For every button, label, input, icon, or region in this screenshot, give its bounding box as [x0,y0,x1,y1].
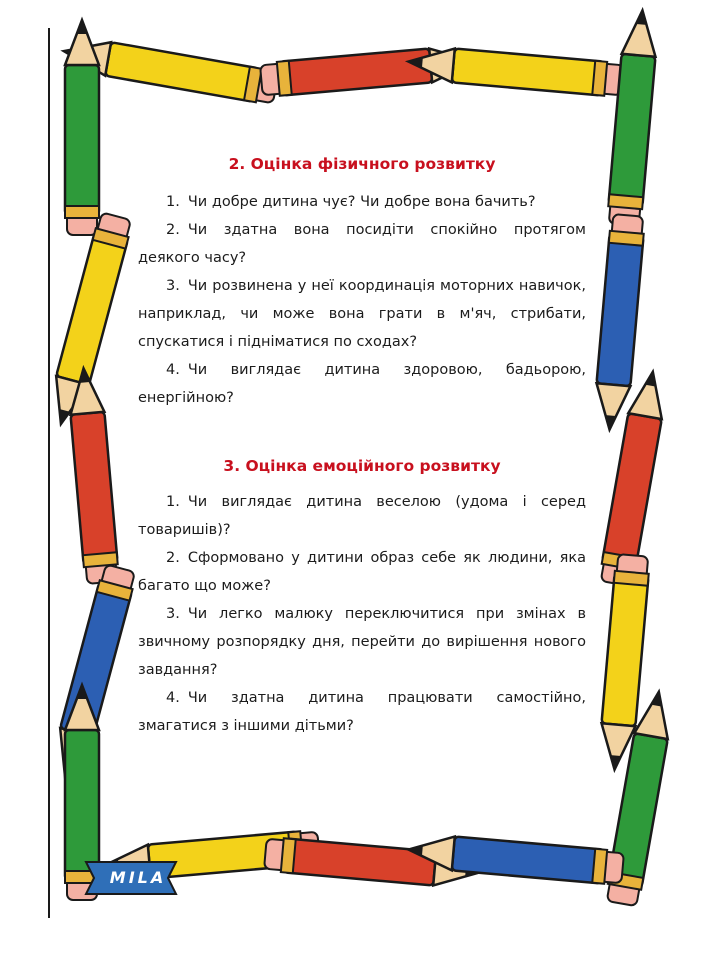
section-title: 3. Оцінка емоційного розвитку [223,457,501,475]
question: 2. Сформовано у дитини образ себе як людини, яка багато що може? [138,550,586,594]
question: 3. Чи розвинена у неї координація моторних навичок, наприклад, чи може вона грати в м'яч, стрибати, спускатися і підніматися по сходах? [138,278,586,350]
section-emotional [138,452,586,740]
pencil-right-green [607,9,660,226]
question: 1. Чи добре дитина чує? Чи добре вона бачить? [166,194,536,210]
question: 2. Чи здатна вона посидіти спокійно протягом деякого часу? [138,222,586,266]
section-physical [138,150,586,412]
pencil-left-red [67,367,120,584]
question: 4. Чи виглядає дитина здоровою, бадьорою, енергійною? [138,362,586,406]
question: 3. Чи легко малюку переключитися при змінах в звичному розпорядку дня, перейти до вирішення нового завдання? [138,606,586,678]
pencil-top-yellow-2 [407,45,624,98]
badge-label: MILA [109,868,167,887]
question: 4. Чи здатна дитина працювати самостійно, змагатися з іншими дітьми? [138,690,586,734]
section-gap [138,412,586,452]
document-content [138,150,586,740]
section-title: 2. Оцінка фізичного розвитку [228,155,496,173]
question: 1. Чи виглядає дитина веселою (удома і серед товаришів)? [138,494,586,538]
pencil-left-green [65,20,99,235]
